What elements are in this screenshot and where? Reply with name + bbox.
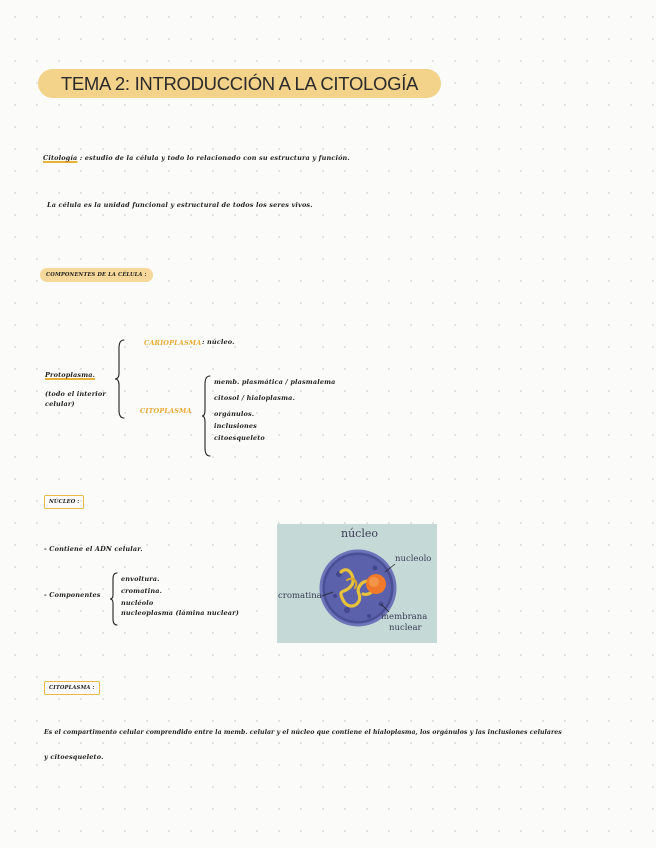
carioplasma-label: CARIOPLASMA xyxy=(144,339,202,347)
citoplasma-item: inclusiones xyxy=(214,422,257,430)
figure-label-membrana: membrana xyxy=(381,612,428,622)
nucleo-heading: NÚCLEO : xyxy=(44,495,84,509)
nucleo-componentes-label: - Componentes xyxy=(44,591,101,599)
nucleo-adn-line: - Contiene el ADN celular. xyxy=(44,545,143,553)
protoplasma-brace xyxy=(112,338,128,420)
nucleo-item: nucléolo xyxy=(121,599,154,607)
protoplasma-note-2: celular) xyxy=(45,400,75,408)
figure-label-nucleolo: nucleolo xyxy=(395,554,432,564)
citoplasma-heading: CITOPLASMA : xyxy=(44,681,100,695)
citoplasma-label: CITOPLASMA xyxy=(140,407,192,415)
citoplasma-paragraph-line-2: y citoesqueleto. xyxy=(44,753,104,761)
citologia-line xyxy=(43,154,350,162)
protoplasma-note-1: (todo el interior xyxy=(45,390,106,398)
page-title: TEMA 2: INTRODUCCIÓN A LA CITOLOGÍA xyxy=(38,69,441,98)
componentes-heading: COMPONENTES DE LA CÉLULA : xyxy=(40,268,153,282)
citoplasma-item: citosol / hialoplasma. xyxy=(214,394,295,402)
nucleo-brace xyxy=(108,571,120,627)
figure-label-cromatina: cromatina xyxy=(278,591,322,601)
nucleo-item: nucleoplasma (lámina nuclear) xyxy=(121,609,239,617)
carioplasma-definition: : núcleo. xyxy=(202,338,235,346)
citoplasma-paragraph-line-1: Es el compartimento celular comprendido entre la memb. celular y el núcleo que contiene el hialoplasma, los orgánulos y las inclusiones celulares xyxy=(44,729,562,736)
nucleo-item: cromatina. xyxy=(121,587,162,595)
nucleo-item: envoltura. xyxy=(121,575,160,583)
citologia-definition: : estudio de la célula y todo lo relacionado con su estructura y función. xyxy=(79,154,350,162)
citoplasma-item: orgánulos. xyxy=(214,410,255,418)
citologia-term: Citología xyxy=(43,154,78,162)
celula-definition: La célula es la unidad funcional y estructural de todos los seres vivos. xyxy=(47,201,313,209)
citoplasma-brace xyxy=(200,374,214,458)
citoplasma-item: memb. plasmática / plasmalema xyxy=(214,378,336,386)
citoplasma-item: citoesqueleto xyxy=(214,434,265,442)
nucleus-illustration xyxy=(277,524,437,643)
figure-label-nucleo: núcleo xyxy=(341,527,378,540)
figure-label-nuclear: nuclear xyxy=(389,623,422,633)
protoplasma-label: Protoplasma. xyxy=(45,371,96,379)
